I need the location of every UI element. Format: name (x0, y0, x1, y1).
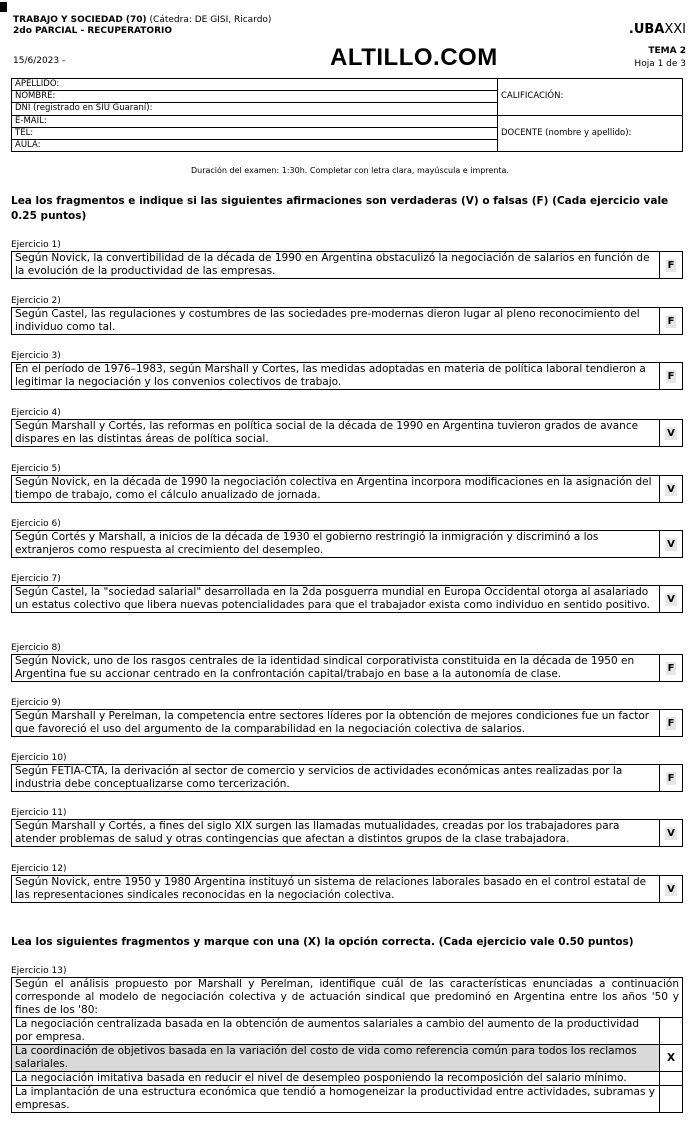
exercise-statement: Según FETIA-CTA, la derivación al sector de comercio y servicios de actividades económicas antes realizadas por la industria debe conceptualizarse como tercerización. (15, 765, 623, 790)
option-mark[interactable] (660, 1072, 683, 1086)
page-indicator: Hoja 1 de 3 (634, 59, 686, 69)
exercise-box (11, 475, 683, 503)
answer-cell[interactable] (659, 710, 682, 736)
exercise-10 (11, 753, 683, 792)
option-row[interactable] (12, 1086, 683, 1113)
answer-mark: F (667, 259, 675, 271)
exercise-box (11, 709, 683, 737)
exercise-label: Ejercicio 11) (11, 808, 67, 818)
exercise-label: Ejercicio 8) (11, 643, 61, 653)
exercise-label: Ejercicio 4) (11, 408, 61, 418)
answer-cell[interactable] (659, 820, 682, 846)
exercise-label: Ejercicio 13) (11, 966, 67, 976)
option-mark[interactable] (660, 1018, 683, 1045)
option-row[interactable] (12, 1018, 683, 1045)
calificacion-field[interactable]: CALIFICACIÓN: (498, 79, 683, 116)
exercise-box (11, 362, 683, 390)
answer-mark: F (667, 717, 675, 729)
exercise-statement: En el período de 1976–1983, según Marshall y Cortes, las medidas adoptadas en materia de política laboral tendieron a legitimar la negociación y los convenios colectivos de trabajo. (15, 363, 646, 388)
options-table (11, 977, 683, 1113)
answer-cell[interactable] (659, 252, 682, 278)
course-title: TRABAJO Y SOCIEDAD (70) (Cátedra: DE GISI, Ricardo) (13, 15, 272, 25)
exercise-5 (11, 464, 683, 503)
email-field[interactable]: E-MAIL: (12, 115, 498, 127)
exercise-label: Ejercicio 3) (11, 351, 61, 361)
exercise-box (11, 654, 683, 682)
answer-mark: V (667, 483, 675, 495)
corner-mark (0, 2, 7, 12)
exercise-1 (11, 240, 683, 279)
question-stem: Según el análisis propuesto por Marshall y Perelman, identifique cuál de las características enunciadas a continuación corresponde al modelo de negociación colectiva y de actuación sindical que predominó en Argentina entre los años '50 y fines de los '80: (12, 978, 683, 1018)
exercise-box (11, 819, 683, 847)
exercise-label: Ejercicio 9) (11, 698, 61, 708)
answer-cell[interactable] (659, 420, 682, 446)
exam-date: 15/6/2023 - (13, 56, 66, 66)
exercise-label: Ejercicio 2) (11, 296, 61, 306)
exercise-label: Ejercicio 5) (11, 464, 61, 474)
exercise-statement: Según Castel, las regulaciones y costumbres de las sociedades pre-modernas dieron lugar al pleno reconocimiento del individuo como tal. (15, 308, 640, 333)
exercise-label: Ejercicio 1) (11, 240, 61, 250)
answer-cell[interactable] (659, 765, 682, 791)
option-row[interactable] (12, 1045, 683, 1072)
exercise-9 (11, 698, 683, 737)
option-row[interactable] (12, 1072, 683, 1086)
exam-title: 2do PARCIAL - RECUPERATORIO (13, 26, 172, 36)
brand-logo: ALTILLO.COM (330, 44, 498, 71)
answer-mark: V (667, 883, 675, 895)
answer-cell[interactable] (659, 876, 682, 902)
exercise-statement: Según Castel, la "sociedad salarial" desarrollada en la 2da posguerra mundial en Europa Occidental otorga al asalariado un estatus colectivo que libera nuevas potencialidades para que el trabajador exista como individuo en sentido positivo. (15, 586, 650, 611)
student-info-table (11, 78, 683, 152)
exercise-2 (11, 296, 683, 335)
exercise-4 (11, 408, 683, 447)
exercise-box (11, 251, 683, 279)
exercise-statement: Según Marshall y Perelman, la competencia entre sectores líderes por la obtención de mejores condiciones fue un factor que favoreció el uso del argumento de la comparabilidad en la negociación colectiva de salarios. (15, 710, 650, 735)
exercise-label: Ejercicio 6) (11, 519, 61, 529)
answer-cell[interactable] (659, 655, 682, 681)
section2-instructions: Lea los siguientes fragmentos y marque con una (X) la opción correcta. (Cada ejercicio vale 0.50 puntos) (11, 936, 634, 948)
exercise-box (11, 307, 683, 335)
answer-cell[interactable] (659, 363, 682, 389)
aula-field[interactable]: AULA: (12, 139, 498, 151)
nombre-field[interactable]: NOMBRE: (12, 91, 498, 103)
answer-mark: F (667, 772, 675, 784)
exercise-statement: Según Cortés y Marshall, a inicios de la década de 1930 el gobierno restringió la inmigración y discriminó a los extranjeros como respuesta al crecimiento del desempleo. (15, 531, 599, 556)
uba-logo: .UBAXXI (628, 22, 686, 37)
exercise-statement: Según Novick, entre 1950 y 1980 Argentina instituyó un sistema de relaciones laborales basado en el control estatal de las representaciones sindicales reconocidas en la negociación colectiva. (15, 876, 647, 901)
answer-cell[interactable] (659, 531, 682, 557)
answer-mark: V (667, 827, 675, 839)
answer-mark: V (667, 593, 675, 605)
exercise-label: Ejercicio 7) (11, 574, 61, 584)
exercise-12 (11, 864, 683, 903)
option-text: La negociación imitativa basada en reducir el nivel de desempleo posponiendo la recomposición del salario mínimo. (12, 1072, 660, 1086)
docente-field[interactable]: DOCENTE (nombre y apellido): (498, 115, 683, 152)
exercise-statement: Según Novick, en la década de 1990 la negociación colectiva en Argentina incorpora modificaciones en la asignación del tiempo de trabajo, como el cálculo anualizado de jornada. (15, 476, 652, 501)
exercise-11 (11, 808, 683, 847)
exercise-statement: Según Marshall y Cortés, las reformas en política social de la década de 1990 en Argentina tuvieron grados de avance dispares en las distintas áreas de política social. (15, 420, 639, 445)
exercise-6 (11, 519, 683, 558)
option-text: La negociación centralizada basada en la obtención de aumentos salariales a cambio del aumento de la productividad por empresa. (12, 1018, 660, 1045)
answer-mark: F (667, 370, 675, 382)
exercise-statement: Según Marshall y Cortés, a fines del siglo XIX surgen las llamadas mutualidades, creadas por los trabajadores para atender problemas de salud y otras contingencias que afectan a distintos grupos de la clase trabajadora. (15, 820, 620, 845)
exercise-3 (11, 351, 683, 390)
answer-mark: F (667, 662, 675, 674)
option-text: La coordinación de objetivos basada en la variación del costo de vida como referencia común para todos los reclamos salariales. (12, 1045, 660, 1072)
exercise-box (11, 875, 683, 903)
option-mark[interactable]: X (660, 1045, 683, 1072)
option-text: La implantación de una estructura económica que tendió a homogeneizar la productividad entre actividades, subramas y empresas. (12, 1086, 660, 1113)
dni-field[interactable]: DNI (registrado en SIU Guaraní): (12, 103, 498, 115)
exercise-7 (11, 574, 683, 613)
option-mark[interactable] (660, 1086, 683, 1113)
exercise-statement: Según Novick, uno de los rasgos centrales de la identidad sindical corporativista constituida en la década de 1950 en Argentina fue su accionar centrado en la confrontación capital/trabajo en base a la autonomía de clase. (15, 655, 635, 680)
tel-field[interactable]: TEL: (12, 127, 498, 139)
answer-cell[interactable] (659, 308, 682, 334)
answer-cell[interactable] (659, 586, 682, 612)
exercise-statement: Según Novick, la convertibilidad de la década de 1990 en Argentina obstaculizó la negociación de salarios en función de la evolución de la productividad de las empresas. (15, 252, 650, 277)
answer-cell[interactable] (659, 476, 682, 502)
section1-instructions: Lea los fragmentos e indique si las siguientes afirmaciones son verdaderas (V) o falsas (F) (Cada ejercicio vale 0.25 puntos) (11, 195, 669, 222)
answer-mark: V (667, 538, 675, 550)
exercise-box (11, 764, 683, 792)
tema-label: TEMA 2 (648, 46, 686, 56)
exercise-label: Ejercicio 12) (11, 864, 67, 874)
apellido-field[interactable]: APELLIDO: (12, 79, 498, 91)
exercise-label: Ejercicio 10) (11, 753, 67, 763)
exercise-13 (11, 966, 683, 1113)
exercise-8 (11, 643, 683, 682)
answer-mark: V (667, 427, 675, 439)
exam-duration: Duración del examen: 1:30h. Completar con letra clara, mayúscula e imprenta. (190, 166, 510, 175)
exercise-box (11, 530, 683, 558)
answer-mark: F (667, 315, 675, 327)
exercise-box (11, 419, 683, 447)
exercise-box (11, 585, 683, 613)
